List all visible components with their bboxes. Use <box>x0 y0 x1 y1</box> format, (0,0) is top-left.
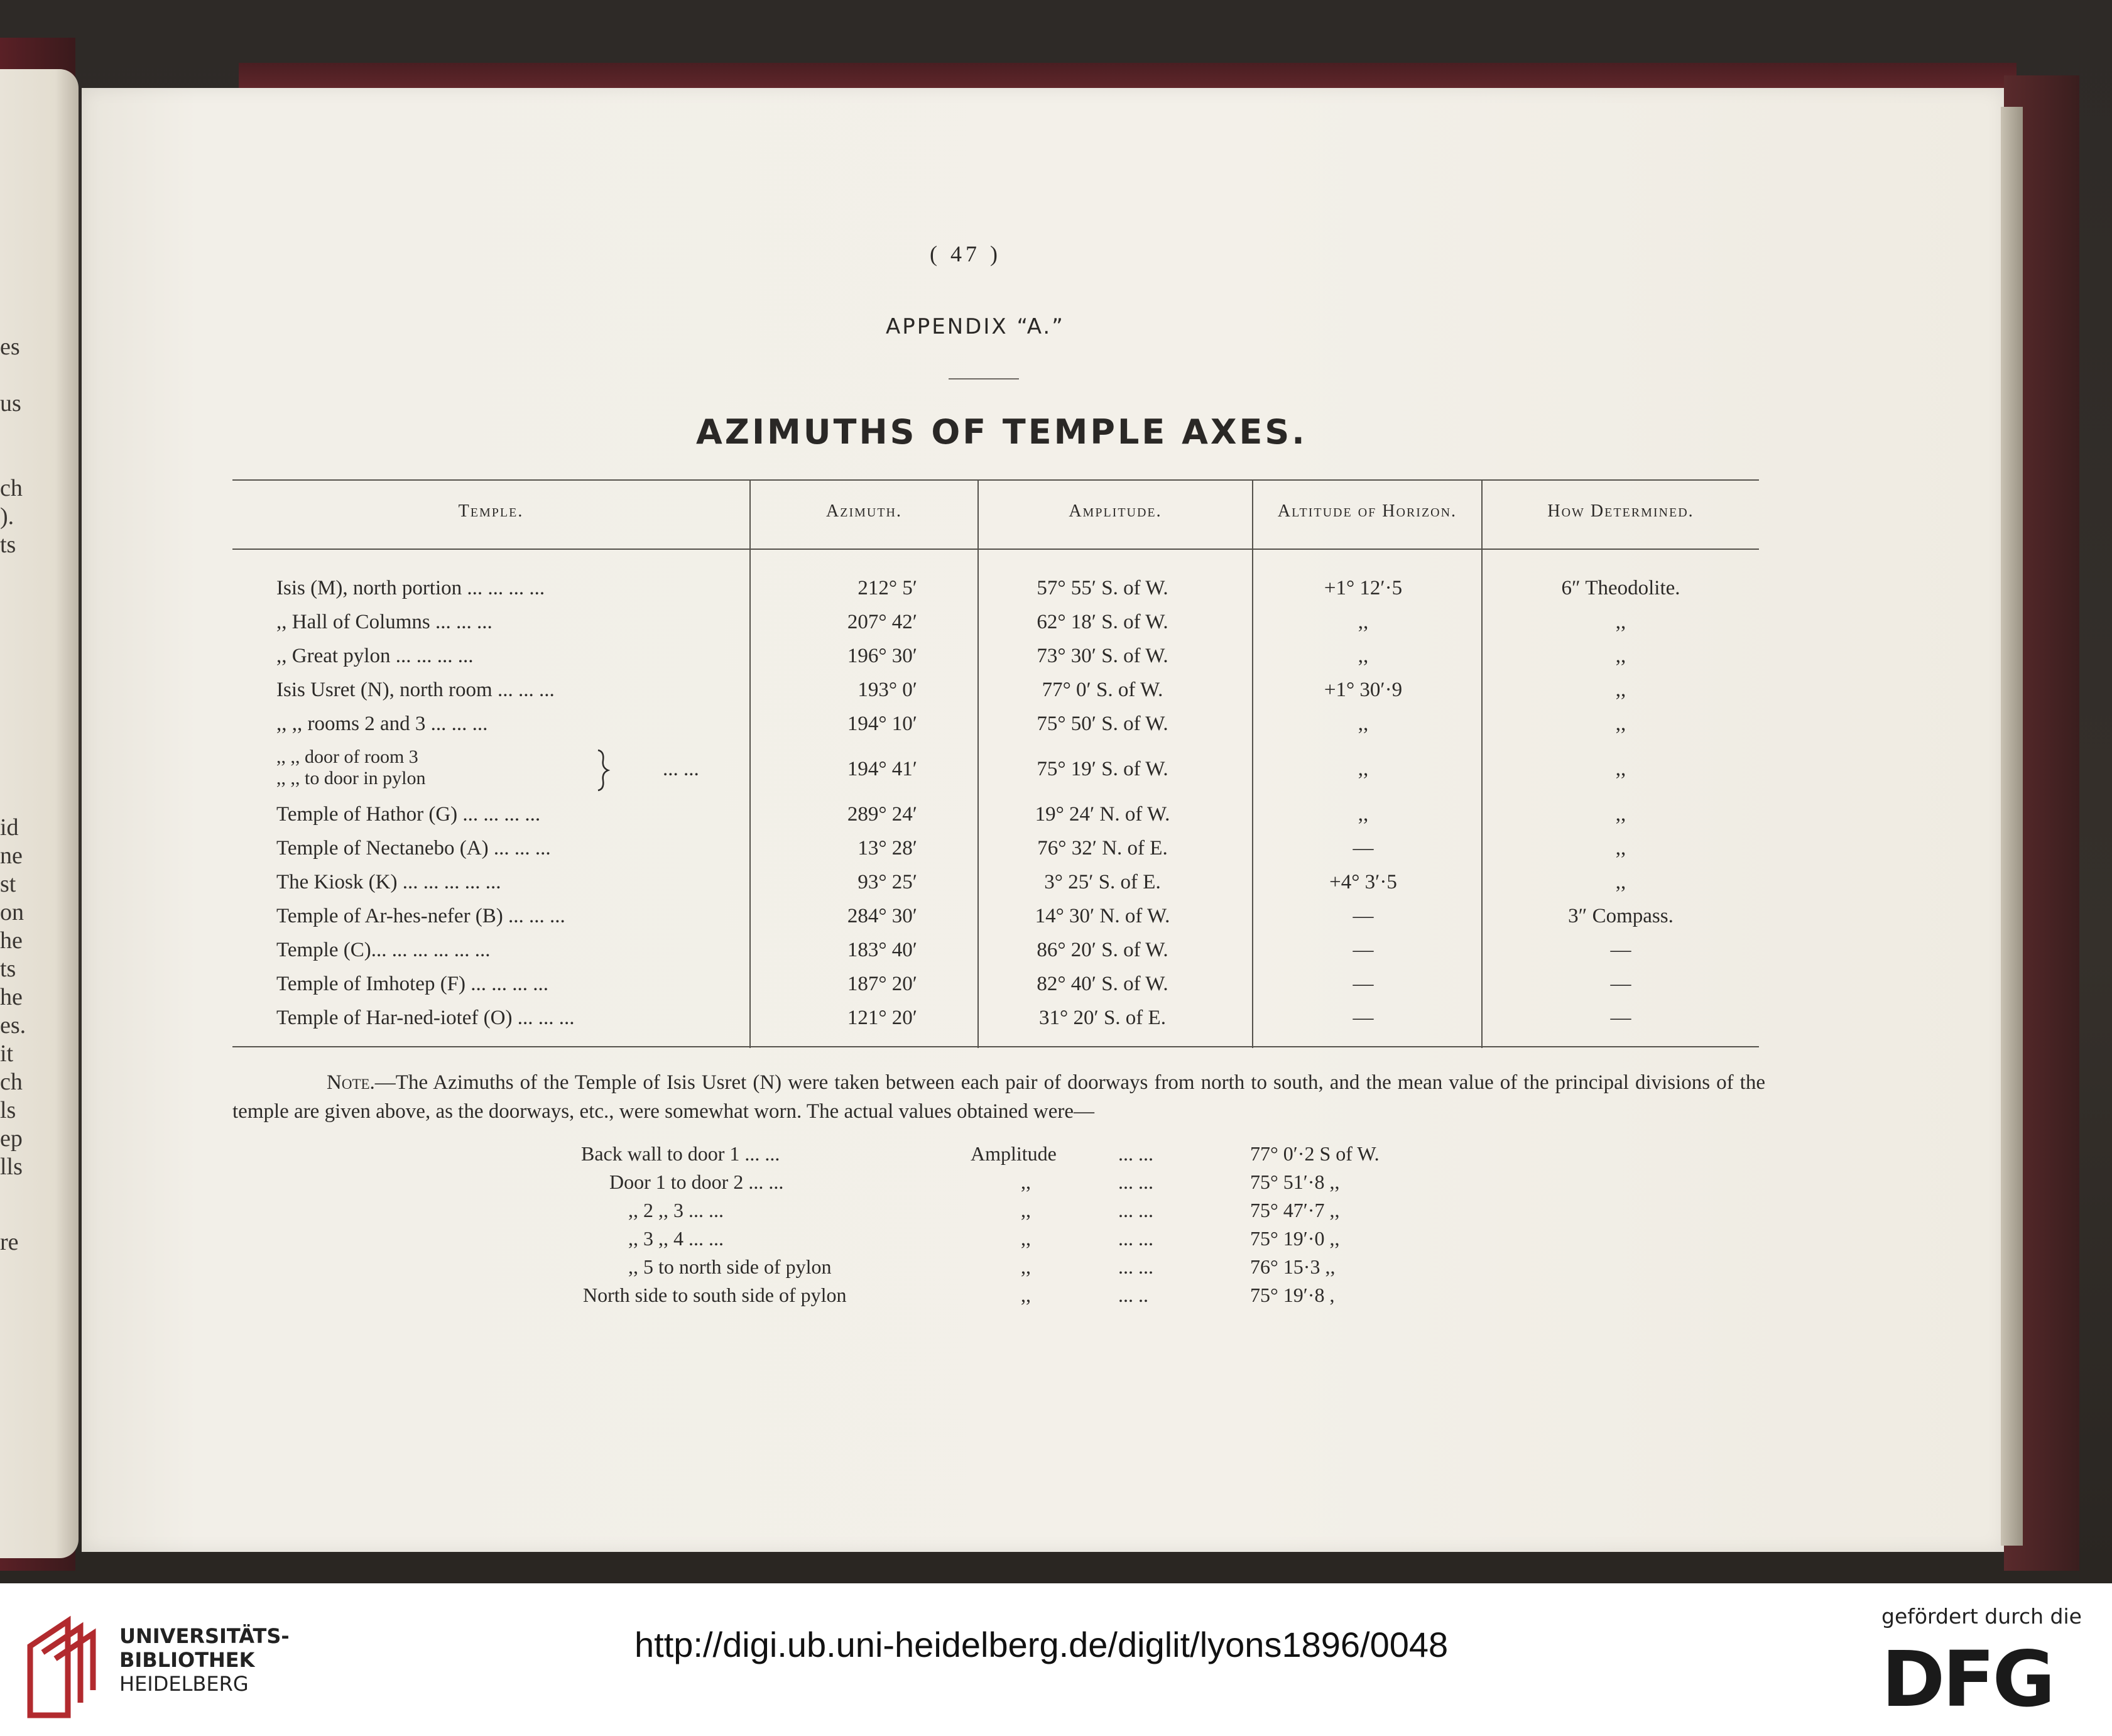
table-cell-azimuth: 183° 40′ <box>847 939 917 961</box>
values-value: 75° 19′·0 ,, <box>1250 1227 1340 1250</box>
table-cell-temple: Temple of Har-ned-iotef (O) ... ... ... <box>276 1007 575 1029</box>
permalink-url[interactable]: http://digi.ub.uni-heidelberg.de/diglit/lyons1896/0048 <box>634 1625 1449 1664</box>
left-page-fragment: re <box>0 1229 19 1255</box>
table-cell-how: ,, <box>1615 611 1626 633</box>
table-cell-azimuth: 121° 20′ <box>847 1007 917 1029</box>
library-name <box>119 1624 290 1672</box>
table-cell-azimuth: 187° 20′ <box>847 973 917 995</box>
table-cell-amplitude: 75° 50′ S. of W. <box>1037 712 1168 735</box>
values-label: ,, <box>1021 1227 1031 1250</box>
header-how-determined: How Determined. <box>1547 501 1694 521</box>
table-cell-altitude: +4° 3′·5 <box>1329 871 1397 893</box>
table-cell-azimuth: 289° 24′ <box>847 803 917 826</box>
table-cell-altitude: — <box>1353 1007 1374 1029</box>
table-cell-altitude: ,, <box>1358 645 1369 667</box>
table-cell-how: ,, <box>1615 645 1626 667</box>
left-page-fragment: he <box>0 984 23 1010</box>
heading-divider <box>949 378 1019 379</box>
table-cell-altitude: ,, <box>1358 803 1369 826</box>
values-segment: ,, 3 ,, 4 ... ... <box>628 1227 724 1250</box>
values-value: 75° 19′·8 , <box>1250 1284 1335 1306</box>
left-page-fragment: ts <box>0 956 16 982</box>
table-cell-temple-line2: ,, ,, to door in pylon <box>276 768 426 789</box>
table-cell-azimuth: 93° 25′ <box>857 871 917 893</box>
table-header-rule <box>232 549 1759 550</box>
table-cell-amplitude: 31° 20′ S. of E. <box>1039 1007 1166 1029</box>
table-cell-temple: Temple (C)... ... ... ... ... ... <box>276 939 491 961</box>
table-cell-amplitude: 77° 0′ S. of W. <box>1042 679 1163 701</box>
table-cell-temple: Temple of Nectanebo (A) ... ... ... <box>276 837 551 860</box>
library-logo-icon <box>24 1602 112 1722</box>
values-label: ,, <box>1021 1255 1031 1278</box>
table-cell-temple: Isis Usret (N), north room ... ... ... <box>276 679 555 701</box>
values-label: ,, <box>1021 1284 1031 1306</box>
library-city: HEIDELBERG <box>119 1672 249 1696</box>
values-value: 75° 47′·7 ,, <box>1250 1199 1340 1221</box>
header-amplitude: Amplitude. <box>1069 501 1162 521</box>
table-cell-amplitude: 73° 30′ S. of W. <box>1037 645 1168 667</box>
table-cell-azimuth: 196° 30′ <box>847 645 917 667</box>
values-segment: Back wall to door 1 ... ... <box>581 1142 780 1165</box>
table-cell-amplitude: 19° 24′ N. of W. <box>1035 803 1170 826</box>
table-cell-temple: Temple of Hathor (G) ... ... ... ... <box>276 803 541 826</box>
page-number: ( 47 ) <box>930 241 1001 266</box>
dfg-logo-icon <box>1881 1643 2082 1712</box>
header-temple: Temple. <box>458 501 524 521</box>
table-cell-temple: Temple of Ar-hes-nefer (B) ... ... ... <box>276 905 565 927</box>
values-dots: ... ... <box>1118 1142 1153 1165</box>
left-page-fragment: id <box>0 814 19 841</box>
values-value: 77° 0′·2 S of W. <box>1250 1142 1380 1165</box>
table-cell-how: — <box>1610 973 1631 995</box>
left-page-fragment: ne <box>0 843 23 869</box>
header-altitude: Altitude of Horizon. <box>1277 501 1457 521</box>
table-cell-azimuth: 212° 5′ <box>857 577 917 599</box>
left-page-fragment: ch <box>0 475 23 501</box>
left-page-fragment: ls <box>0 1097 16 1123</box>
left-page-fragment: st <box>0 871 16 897</box>
table-cell-altitude: ,, <box>1358 611 1369 633</box>
table-cell-temple: Isis (M), north portion ... ... ... ... <box>276 577 545 599</box>
table-cell-how: 6″ Theodolite. <box>1561 577 1680 599</box>
table-cell-how: 3″ Compass. <box>1568 905 1674 927</box>
note-text: —The Azimuths of the Temple of Isis Usret (N) were taken between each pair of doorways from north to south, and the mean value of the principal divisions of the temple are given above, as the doorways, etc., were somewhat worn. The actual values obtained were— <box>232 1071 1765 1123</box>
note-lead: Note. <box>327 1071 375 1094</box>
table-cell-azimuth: 284° 30′ <box>847 905 917 927</box>
table-cell-how: ,, <box>1615 803 1626 826</box>
left-page-fragment: es <box>0 334 20 360</box>
table-cell-amplitude: 57° 55′ S. of W. <box>1037 577 1168 599</box>
table-cell-how: ,, <box>1615 712 1626 735</box>
header-azimuth: Azimuth. <box>826 501 902 521</box>
table-top-rule <box>232 479 1759 481</box>
table-cell-altitude: — <box>1353 939 1374 961</box>
table-cell-amplitude: 62° 18′ S. of W. <box>1037 611 1168 633</box>
table-cell-amplitude: 75° 19′ S. of W. <box>1037 758 1168 780</box>
table-cell-temple-line1: ,, ,, door of room 3 <box>276 746 418 767</box>
brace-icon <box>596 749 611 792</box>
table-cell-altitude: ,, <box>1358 712 1369 735</box>
library-name-line1: UNIVERSITÄTS- <box>119 1624 290 1648</box>
table-cell-temple: ,, Great pylon ... ... ... ... <box>276 645 474 667</box>
values-dots: ... ... <box>1118 1171 1153 1193</box>
table-cell-amplitude: 3° 25′ S. of E. <box>1044 871 1161 893</box>
sponsor-text: gefördert durch die <box>1881 1604 2082 1629</box>
table-cell-azimuth: 13° 28′ <box>857 837 917 860</box>
left-facing-page <box>0 69 79 1558</box>
table-cell-temple: ,, Hall of Columns ... ... ... <box>276 611 493 633</box>
left-page-fragment: es. <box>0 1012 26 1039</box>
table-bottom-rule <box>232 1046 1759 1047</box>
left-page-fragment: ch <box>0 1069 23 1095</box>
values-label: ,, <box>1021 1171 1031 1193</box>
table-cell-temple: Temple of Imhotep (F) ... ... ... ... <box>276 973 549 995</box>
table-cell-amplitude: 76° 32′ N. of E. <box>1037 837 1168 860</box>
values-value: 75° 51′·8 ,, <box>1250 1171 1340 1193</box>
values-dots: ... ... <box>1118 1255 1153 1278</box>
left-page-fragment: it <box>0 1040 14 1067</box>
table-cell-how: ,, <box>1615 679 1626 701</box>
table-cell-altitude: +1° 30′·9 <box>1324 679 1403 701</box>
table-cell-amplitude: 14° 30′ N. of W. <box>1035 905 1170 927</box>
table-cell-amplitude: 82° 40′ S. of W. <box>1037 973 1168 995</box>
table-cell-amplitude: 86° 20′ S. of W. <box>1037 939 1168 961</box>
table-cell-azimuth: 193° 0′ <box>857 679 917 701</box>
table-cell-altitude: — <box>1353 905 1374 927</box>
table-cell-azimuth: 194° 10′ <box>847 712 917 735</box>
left-page-fragment: he <box>0 927 23 954</box>
values-label: Amplitude <box>971 1142 1057 1165</box>
values-label: ,, <box>1021 1199 1031 1221</box>
values-segment: ,, 5 to north side of pylon <box>628 1255 832 1278</box>
values-dots: ... ... <box>1118 1227 1153 1250</box>
values-segment: ,, 2 ,, 3 ... ... <box>628 1199 724 1221</box>
left-page-fragment: ts <box>0 532 16 558</box>
table-cell-how: — <box>1610 1007 1631 1029</box>
table-cell-azimuth: 194° 41′ <box>847 758 917 780</box>
left-page-fragment: on <box>0 899 24 925</box>
left-page-fragment: us <box>0 390 21 417</box>
note-paragraph <box>232 1068 1765 1126</box>
values-value: 76° 15·3 ,, <box>1250 1255 1336 1278</box>
left-page-fragment: lls <box>0 1154 23 1180</box>
page-edge <box>2001 107 2023 1546</box>
values-segment: North side to south side of pylon <box>583 1284 847 1306</box>
table-cell-altitude: — <box>1353 973 1374 995</box>
values-dots: ... .. <box>1118 1284 1148 1306</box>
left-page-fragment: ep <box>0 1125 23 1152</box>
dfg-logo-text: DFG <box>1881 1643 2053 1712</box>
table-cell-how: ,, <box>1615 837 1626 860</box>
values-dots: ... ... <box>1118 1199 1153 1221</box>
table-cell-temple: ,, ,, rooms 2 and 3 ... ... ... <box>276 712 488 735</box>
table-cell-temple: The Kiosk (K) ... ... ... ... ... <box>276 871 501 893</box>
table-cell-how: — <box>1610 939 1631 961</box>
values-segment: Door 1 to door 2 ... ... <box>609 1171 784 1193</box>
table-cell-leader-dots: ... ... <box>663 758 699 780</box>
table-cell-altitude: ,, <box>1358 758 1369 780</box>
left-page-fragment: ). <box>0 503 14 530</box>
appendix-heading: APPENDIX “A.” <box>886 314 1065 339</box>
table-cell-altitude: — <box>1353 837 1374 860</box>
table-cell-azimuth: 207° 42′ <box>847 611 917 633</box>
column-divider <box>977 479 979 1048</box>
table-cell-altitude: +1° 12′·5 <box>1324 577 1403 599</box>
page-title: AZIMUTHS OF TEMPLE AXES. <box>696 412 1307 452</box>
table-cell-how: ,, <box>1615 758 1626 780</box>
table-cell-how: ,, <box>1615 871 1626 893</box>
library-name-line2: BIBLIOTHEK <box>119 1648 255 1672</box>
